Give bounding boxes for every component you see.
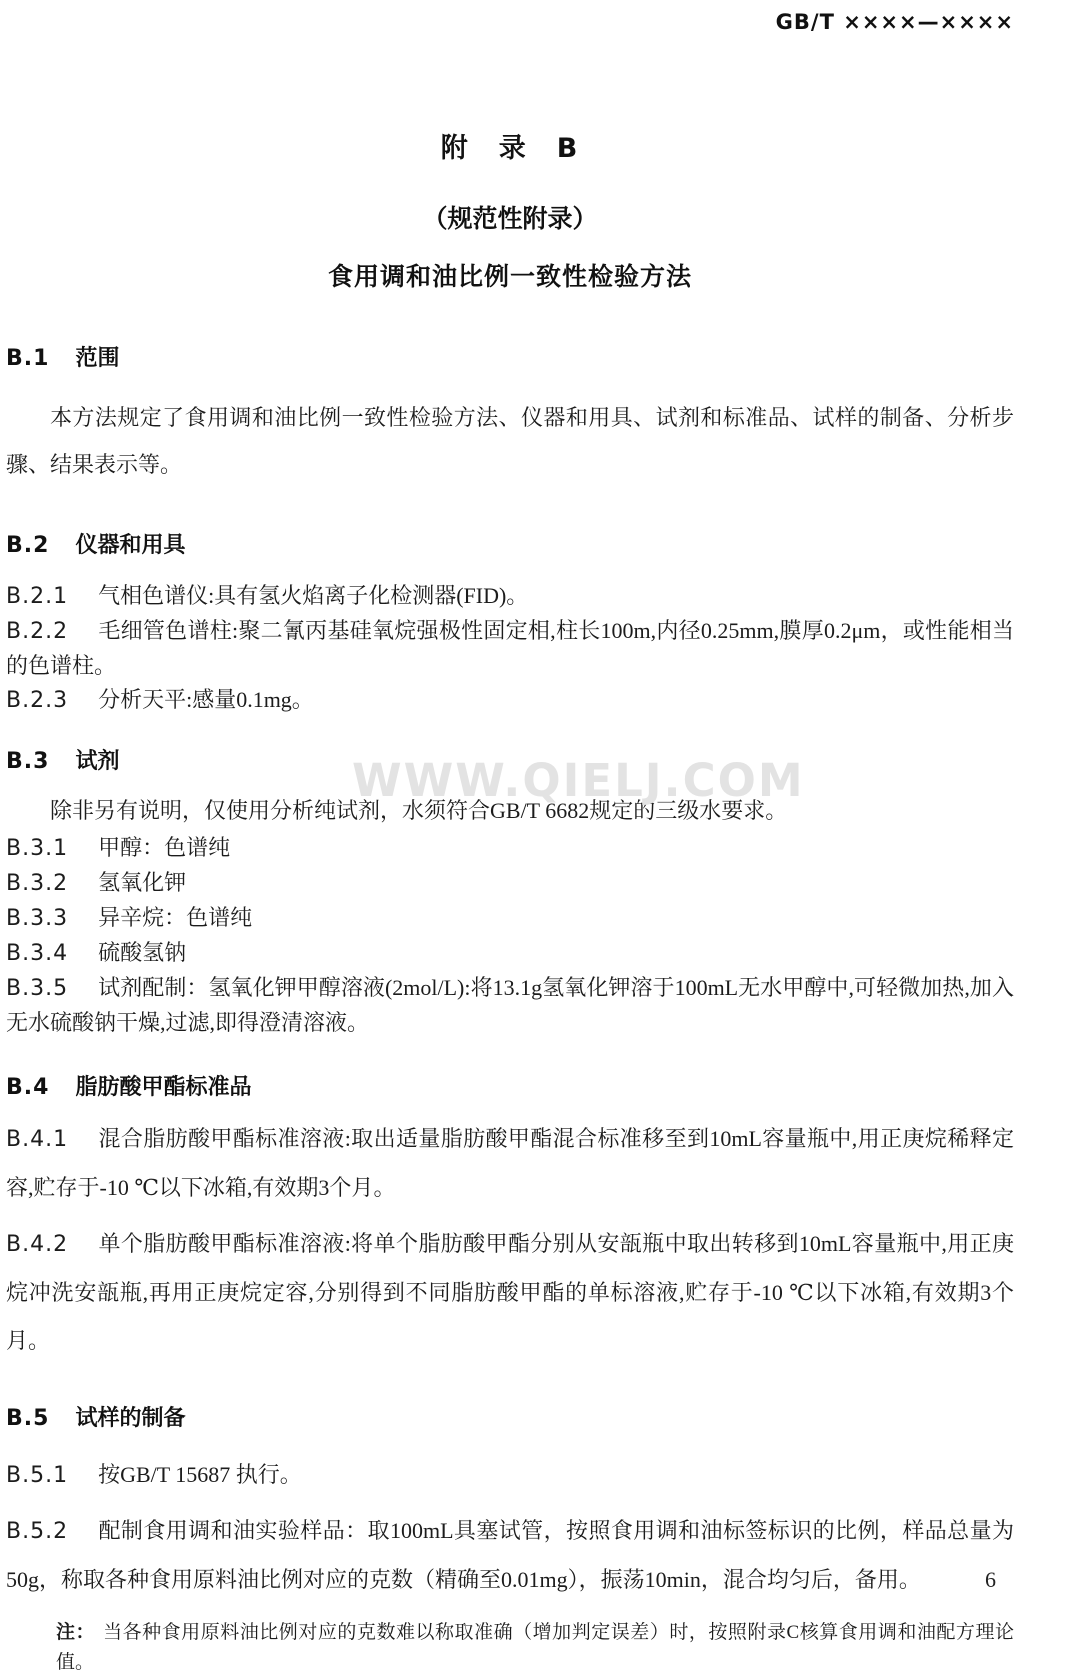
paragraph-b1-scope: 本方法规定了食用调和油比例一致性检验方法、仪器和用具、试剂和标准品、试样的制备、分析步骤、结果表示等。 bbox=[6, 405, 1014, 477]
clause-b5-2 bbox=[6, 1507, 1014, 1604]
clause-text: 甲醇：色谱纯 bbox=[98, 835, 231, 860]
section-heading-b4 bbox=[6, 1070, 1014, 1101]
footnote bbox=[6, 1618, 1014, 1678]
section-number: B.5 bbox=[6, 1406, 50, 1431]
clause-b5-1 bbox=[6, 1458, 1014, 1493]
clause-b4-2 bbox=[6, 1220, 1014, 1365]
appendix-name: 食用调和油比例一致性检验方法 bbox=[327, 262, 692, 291]
clause-number: B.4.1 bbox=[6, 1127, 69, 1152]
clause-text: 试剂配制：氢氧化钾甲醇溶液(2mol/L):将13.1g氢氧化钾溶于100mL无水甲醇中,可轻微加热,加入无水硫酸钠干燥,过滤,即得澄清溶液。 bbox=[6, 975, 1014, 1035]
clause-list-b3 bbox=[6, 831, 1014, 1040]
page-number: 6 bbox=[985, 1567, 996, 1592]
clause-text: 分析天平:感量0.1mg。 bbox=[98, 687, 314, 712]
section-number: B.2 bbox=[6, 533, 50, 558]
section-heading-b2 bbox=[6, 528, 1014, 559]
section-heading-b1 bbox=[6, 341, 1014, 372]
clause-b3-1 bbox=[6, 831, 1014, 866]
section-title: 脂肪酸甲酯标准品 bbox=[75, 1075, 252, 1100]
clause-b2-2 bbox=[6, 614, 1014, 683]
clause-text: 硫酸氢钠 bbox=[98, 940, 187, 965]
clause-b3-3 bbox=[6, 901, 1014, 936]
section-title: 试样的制备 bbox=[75, 1406, 186, 1431]
clause-number: B.3.2 bbox=[6, 871, 69, 896]
section-number: B.4 bbox=[6, 1075, 50, 1100]
clause-b2-3 bbox=[6, 683, 1014, 718]
clause-number: B.2.2 bbox=[6, 619, 69, 644]
clause-list-b2 bbox=[6, 579, 1014, 718]
clause-number: B.3.3 bbox=[6, 906, 69, 931]
clause-text: 单个脂肪酸甲酯标准溶液:将单个脂肪酸甲酯分别从安瓿瓶中取出转移到10mL容量瓶中,用正庚烷冲洗安瓿瓶,再用正庚烷定容,分别得到不同脂肪酸甲酯的单标溶液,贮存于-10 ℃以下冰箱,有效期3个月。 bbox=[6, 1231, 1014, 1353]
clause-number: B.3.5 bbox=[6, 976, 69, 1001]
clause-number: B.3.1 bbox=[6, 836, 69, 861]
clause-b3-2 bbox=[6, 866, 1014, 901]
clause-text: 配制食用调和油实验样品：取100mL具塞试管，按照食用调和油标签标识的比例，样品总量为50g，称取各种食用原料油比例对应的克数（精确至0.01mg），振荡10min，混合均匀后，备用。 bbox=[6, 1518, 1014, 1592]
watermark: WWW.QIELJ.COM bbox=[352, 754, 805, 807]
footnote-label: 注： bbox=[56, 1622, 96, 1643]
section-number: B.3 bbox=[6, 749, 50, 774]
clause-number: B.4.2 bbox=[6, 1232, 69, 1257]
section-heading-b3 bbox=[6, 744, 1014, 775]
clause-number: B.3.4 bbox=[6, 941, 69, 966]
clause-text: 氢氧化钾 bbox=[98, 870, 187, 895]
section-title: 试剂 bbox=[75, 749, 120, 774]
clause-number: B.5.2 bbox=[6, 1519, 69, 1544]
appendix-title: 附 录 B bbox=[440, 133, 580, 164]
clause-number: B.2.1 bbox=[6, 584, 69, 609]
clause-b3-4 bbox=[6, 936, 1014, 971]
clause-number: B.2.3 bbox=[6, 688, 69, 713]
clause-text: 按GB/T 15687 执行。 bbox=[98, 1462, 302, 1487]
standard-code-header: GB/T ××××—×××× bbox=[775, 10, 1014, 34]
clause-b3-5 bbox=[6, 971, 1014, 1040]
section-number: B.1 bbox=[6, 346, 50, 371]
clause-text: 混合脂肪酸甲酯标准溶液:取出适量脂肪酸甲酯混合标准移至到10mL容量瓶中,用正庚烷稀释定容,贮存于-10 ℃以下冰箱,有效期3个月。 bbox=[6, 1126, 1014, 1200]
clause-text: 气相色谱仪:具有氢火焰离子化检测器(FID)。 bbox=[98, 583, 529, 608]
section-title: 范围 bbox=[75, 346, 120, 371]
clause-b4-1 bbox=[6, 1115, 1014, 1212]
clause-number: B.5.1 bbox=[6, 1463, 69, 1488]
footnote-text: 当各种食用原料油比例对应的克数难以称取准确（增加判定误差）时，按照附录C核算食用调和油配方理论值。 bbox=[56, 1622, 1014, 1673]
clause-text: 异辛烷：色谱纯 bbox=[98, 905, 253, 930]
appendix-type: （规范性附录） bbox=[422, 204, 598, 233]
section-heading-b5 bbox=[6, 1401, 1014, 1432]
section-title: 仪器和用具 bbox=[75, 533, 186, 558]
paragraph-b3-intro: 除非另有说明，仅使用分析纯试剂，水须符合GB/T 6682规定的三级水要求。 bbox=[50, 798, 788, 823]
clause-b2-1 bbox=[6, 579, 1014, 614]
clause-text: 毛细管色谱柱:聚二氰丙基硅氧烷强极性固定相,柱长100m,内径0.25mm,膜厚0.2μm，或性能相当的色谱柱。 bbox=[6, 618, 1014, 678]
